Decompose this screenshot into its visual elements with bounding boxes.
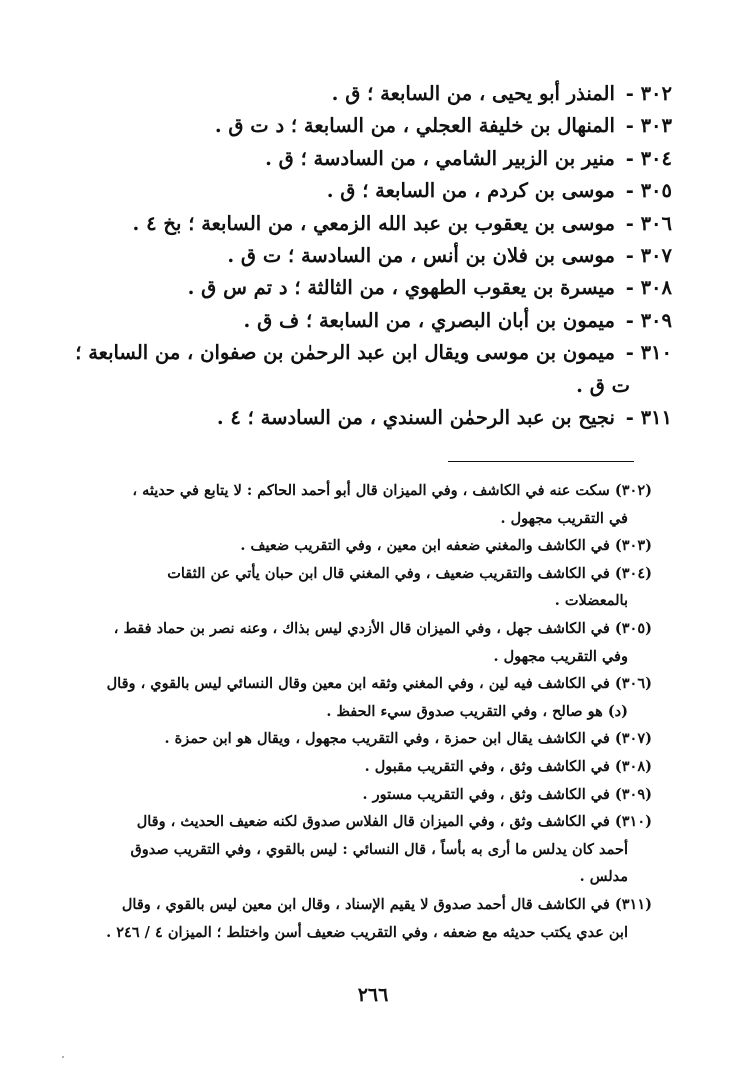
footnote-divider bbox=[448, 461, 634, 462]
entry-307: ٣٠٧ - موسى بن فلان بن أنس ، من السادسة ؛ ت ق . bbox=[227, 244, 672, 268]
entry-304: ٣٠٤ - منير بن الزبير الشامي ، من السادسة ؛ ق . bbox=[265, 146, 672, 170]
footnote-308: (٣٠٨) في الكاشف وثق ، وفي التقريب مقبول . bbox=[364, 757, 652, 775]
entry-306: ٣٠٦ - موسى بن يعقوب بن عبد الله الزمعي ، من السابعة ؛ بخ ٤ . bbox=[132, 211, 672, 235]
footnote-306: (٣٠٦) في الكاشف فيه لين ، وفي المغني وثقه ابن معين وقال النسائي ليس بالقوي ، وقال (د) هو صالح ، وفي التقريب صدوق سيء الحفظ . bbox=[106, 675, 652, 720]
footnote-310: (٣١٠) في الكاشف وثق ، وفي الميزان قال الفلاس صدوق لكنه ضعيف الحديث ، وقال أحمد كان يدلس ما أرى به بأساً ، قال النسائي : ليس بالقوي ، وفي التقريب صدوق مدلس . bbox=[130, 813, 652, 886]
entry-309: ٣٠٩ - ميمون بن أبان البصري ، من السابعة ؛ ف ق . bbox=[243, 308, 672, 332]
entry-311: ٣١١ - نجيح بن عبد الرحمٰن السندي ، من السادسة ؛ ٤ . bbox=[216, 406, 672, 430]
entry-303: ٣٠٣ - المنهال بن خليفة العجلي ، من السابعة ؛ د ت ق . bbox=[214, 114, 672, 138]
footnotes bbox=[40, 477, 652, 946]
footnote-302: (٣٠٢) سكت عنه في الكاشف ، وفي الميزان قال أبو أحمد الحاكم : لا يتابع في حديثه ، في التقريب مجهول . bbox=[132, 482, 652, 527]
footnote-309: (٣٠٩) في الكاشف وثق ، وفي التقريب مستور . bbox=[362, 785, 652, 803]
footnote-305: (٣٠٥) في الكاشف جهل ، وفي الميزان قال الأزدي ليس بذاك ، وعنه نصر بن حماد فقط ، وفي التقريب مجهول . bbox=[113, 619, 652, 665]
narrator-list bbox=[62, 78, 672, 434]
footnote-303: (٣٠٣) في الكاشف والمغني ضعفه ابن معين ، وفي التقريب ضعيف . bbox=[240, 537, 652, 555]
page-number: ٢٦٦ bbox=[357, 984, 389, 1006]
footnote-311: (٣١١) في الكاشف قال أحمد صدوق لا يقيم الإسناد ، وقال ابن معين ليس بالقوي ، وقال ابن عدي يكتب حديثه مع ضعفه ، وفي التقريب ضعيف أسن واختلط ؛ الميزان ٤ / ٢٤٦ . bbox=[106, 895, 652, 941]
entry-310-continuation: ت ق . bbox=[576, 373, 630, 397]
footnote-307: (٣٠٧) في الكاشف يقال ابن حمزة ، وفي التقريب مجهول ، ويقال هو ابن حمزة . bbox=[164, 730, 652, 748]
entry-305: ٣٠٥ - موسى بن كردم ، من السابعة ؛ ق . bbox=[326, 179, 672, 203]
footnote-304: (٣٠٤) في الكاشف والتقريب ضعيف ، وفي المغني قال ابن حبان يأتي عن الثقات بالمعضلات . bbox=[167, 564, 652, 610]
entry-308: ٣٠٨ - ميسرة بن يعقوب الطهوي ، من الثالثة ؛ د تم س ق . bbox=[187, 276, 672, 300]
scan-speck bbox=[62, 1056, 64, 1058]
entry-302: ٣٠٢ - المنذر أبو يحيى ، من السابعة ؛ ق . bbox=[331, 82, 672, 105]
entry-310: ٣١٠ - ميمون بن موسى ويقال ابن عبد الرحمٰن بن صفوان ، من السابعة ؛ bbox=[75, 341, 672, 365]
